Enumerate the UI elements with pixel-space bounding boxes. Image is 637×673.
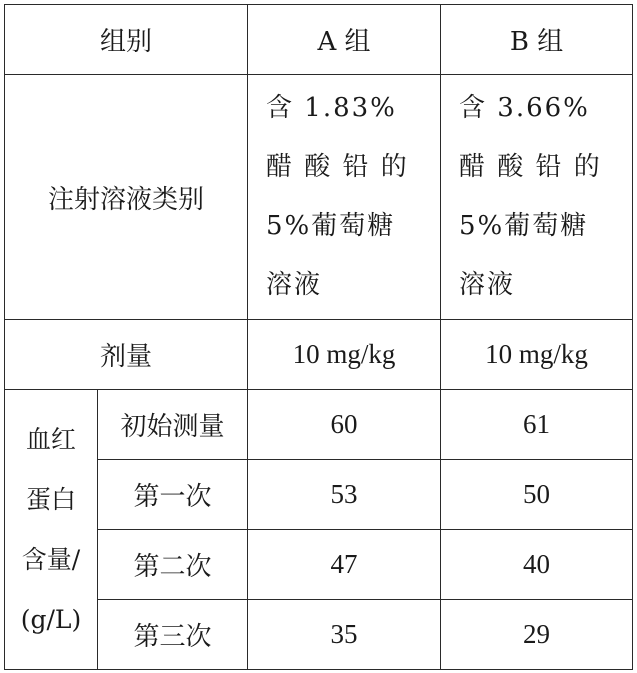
solution-b-line: 含 3.66% <box>459 93 590 123</box>
hemoglobin-a-cell: 53 <box>248 460 441 530</box>
header-a-cell: A 组 <box>248 5 441 75</box>
dose-a-cell: 10 mg/kg <box>248 320 441 390</box>
solution-a-line: 醋 酸 铅 的 <box>266 152 409 182</box>
hemoglobin-label-line: 血红 <box>25 424 76 454</box>
header-group-cell: 组别 <box>5 5 248 75</box>
hemoglobin-row <box>5 530 633 600</box>
solution-row <box>5 75 633 320</box>
hemoglobin-label-line: (g/L) <box>20 604 82 634</box>
solution-b-line: 溶液 <box>459 270 516 300</box>
solution-b-cell <box>441 75 633 320</box>
solution-label-cell: 注射溶液类别 <box>5 75 248 320</box>
hemoglobin-label-line: 含量/ <box>21 544 81 574</box>
solution-a-line: 5%葡萄糖 <box>266 211 396 241</box>
hemoglobin-a-cell: 47 <box>248 530 441 600</box>
hemoglobin-label-line: 蛋白 <box>25 484 76 514</box>
hemoglobin-a-cell: 35 <box>248 600 441 670</box>
solution-b-line: 5%葡萄糖 <box>459 211 589 241</box>
measurement-label-cell: 第一次 <box>98 460 248 530</box>
solution-b-line: 醋 酸 铅 的 <box>459 152 602 182</box>
hemoglobin-a-cell: 60 <box>248 390 441 460</box>
hemoglobin-b-cell: 29 <box>441 600 633 670</box>
measurement-label-cell: 第三次 <box>98 600 248 670</box>
hemoglobin-b-cell: 40 <box>441 530 633 600</box>
dose-row <box>5 320 633 390</box>
header-row <box>5 5 633 75</box>
experiment-table <box>4 4 633 670</box>
measurement-label-cell: 初始测量 <box>98 390 248 460</box>
header-b-cell: B 组 <box>441 5 633 75</box>
hemoglobin-label-cell <box>5 390 98 670</box>
dose-label-cell: 剂量 <box>5 320 248 390</box>
hemoglobin-row <box>5 600 633 670</box>
hemoglobin-row <box>5 460 633 530</box>
solution-a-cell <box>248 75 441 320</box>
measurement-label-cell: 第二次 <box>98 530 248 600</box>
hemoglobin-b-cell: 50 <box>441 460 633 530</box>
dose-b-cell: 10 mg/kg <box>441 320 633 390</box>
solution-a-line: 含 1.83% <box>266 93 397 123</box>
solution-a-line: 溶液 <box>266 270 323 300</box>
hemoglobin-b-cell: 61 <box>441 390 633 460</box>
hemoglobin-row <box>5 390 633 460</box>
